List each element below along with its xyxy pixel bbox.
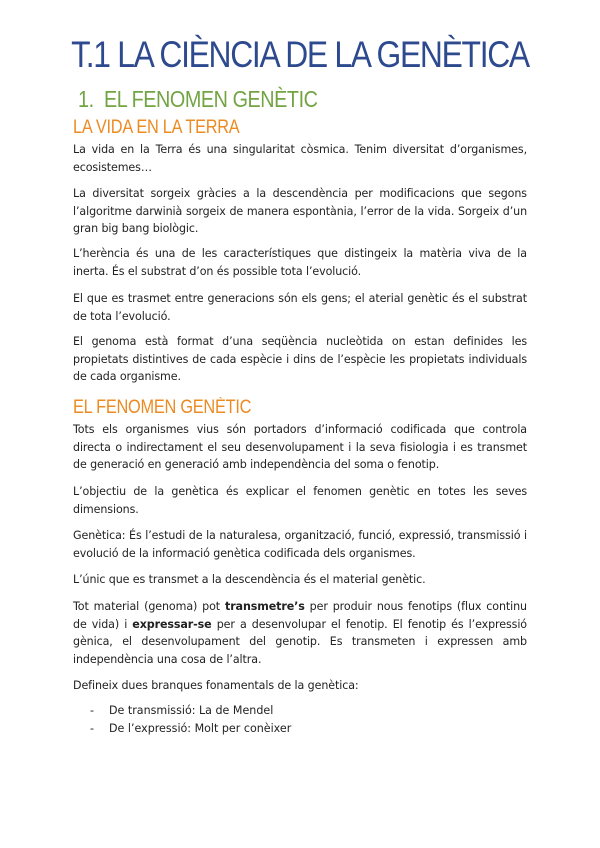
page-title: T.1 LA CIÈNCIA DE LA GENÈTICA [71,34,529,75]
paragraph-fenomen-1: Tots els organismes vius són portadors d’informació codificada que controla directa o indirectament el seu desenvolupament i la seva fisiologia i es transmet de generació en generació amb independència del soma o fenotip. [73,423,527,472]
text-run: per a desenvolupar el fenotip. El fenotip és l’expressió gènica, el desenvolupament del genotip. Es transmeten i expressen amb independència una cosa de l’altra. [73,617,527,666]
paragraph-fenomen-4: L’únic que es transmet a la descendència és el material genètic. [73,573,426,586]
bold-term-expressar: expressar-se [132,617,212,631]
list-item [73,702,527,720]
list-dash: - [90,704,95,717]
paragraph-fenomen-5 [73,598,527,668]
paragraph-fenomen-3: Genètica: És l’estudi de la naturalesa, organització, funció, expressió, transmissió i evolució de la informació genètica codificada dels organismes. [73,529,527,560]
paragraph-fenomen-2: L’objectiu de la genètica és explicar el fenomen genètic en totes les seves dimensions. [73,485,527,516]
paragraph-vida-2: La diversitat sorgeix gràcies a la descendència per modificacions que segons l’algoritme darwinià sorgeix de manera espontània, l’error de la vida. Sorgeix d’un gran big bang biològic. [73,187,527,236]
branches-list [73,702,527,737]
subheading-vida: LA VIDA EN LA TERRA [73,117,240,138]
list-item [73,720,527,738]
paragraph-vida-5: El genoma està format d’una seqüència nucleòtida on estan definides les propietats distintives de cada espècie i dins de l’espècie les propietats individuals de cada organisme. [73,335,527,384]
paragraph-vida-3: L’herència és una de les característiques que distingeix la matèria viva de la inerta. És el substrat d’on és possible tota l’evolució. [73,247,527,278]
text-run: per produir nous fenotips (flux continu de vida) i [73,600,527,631]
list-item-text: De l’expressió: Molt per conèixer [109,721,292,735]
text-run: Tot material (genoma) pot [73,600,225,613]
bold-term-transmetre: transmetre’s [224,600,305,613]
subheading-fenomen: EL FENOMEN GENÈTIC [73,397,252,418]
list-dash: - [90,721,95,735]
paragraph-vida-1: La vida en la Terra és una singularitat còsmica. Tenim diversitat d’organismes, ecosistemes… [73,143,527,174]
section-number: 1. [78,86,94,112]
section-title: EL FENOMEN GENÈTIC [103,86,318,112]
paragraph-fenomen-6: Defineix dues branques fonamentals de la genètica: [73,679,359,692]
section-heading [78,86,317,113]
paragraph-vida-4: El que es trasmet entre generacions són els gens; el aterial genètic és el substrat de tota l’evolució. [73,292,527,323]
list-item-text: De transmissió: La de Mendel [109,704,274,717]
